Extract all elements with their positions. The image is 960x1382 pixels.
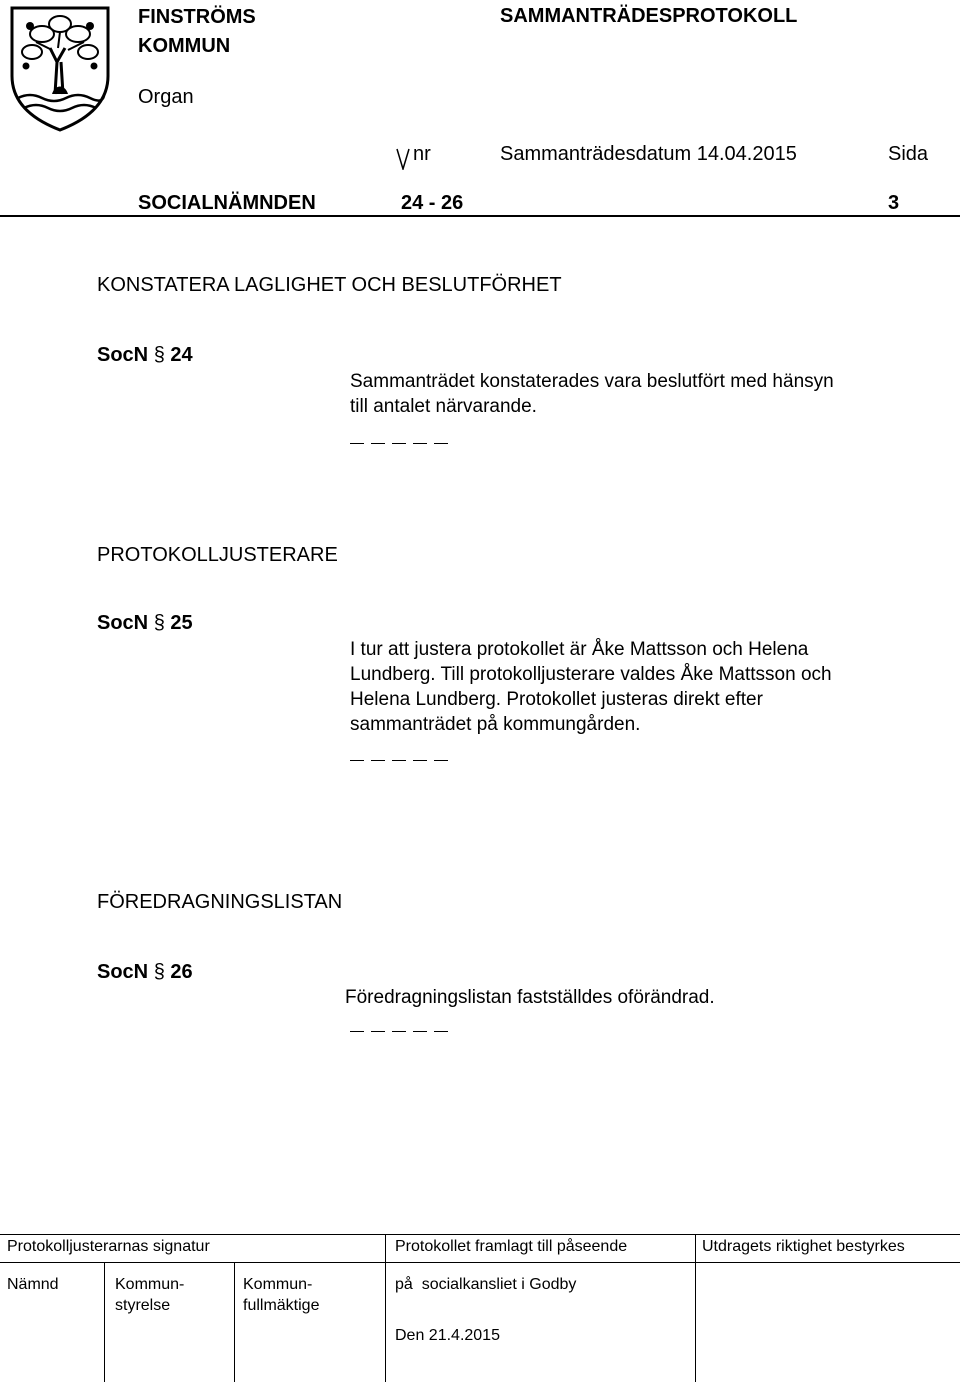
section-reference bbox=[97, 344, 193, 367]
extract-label: Utdragets riktighet bestyrkes bbox=[702, 1238, 905, 1255]
page-label: Sida bbox=[888, 143, 929, 165]
paragraph-symbol: § bbox=[153, 961, 165, 983]
body-line: Föredragningslistan fastställdes oförändrad. bbox=[345, 987, 715, 1008]
corner-tick-icon bbox=[396, 148, 410, 170]
signature-column-namnd: Nämnd bbox=[7, 1276, 59, 1293]
body-line: till antalet närvarande. bbox=[350, 396, 537, 417]
section-heading: KONSTATERA LAGLIGHET OCH BESLUTFÖRHET bbox=[97, 274, 562, 296]
paragraph-symbol: § bbox=[153, 612, 165, 634]
body-line: Helena Lundberg. Protokollet justeras direkt efter bbox=[350, 689, 763, 710]
reference-prefix: SocN bbox=[97, 612, 149, 634]
body-line: Lundberg. Till protokolljusterare valdes Åke Mattsson och bbox=[350, 664, 832, 685]
body-line: I tur att justera protokollet är Åke Mattsson och Helena bbox=[350, 639, 809, 660]
body-line: sammanträdet på kommungården. bbox=[350, 714, 641, 735]
section-body bbox=[350, 637, 832, 737]
nr-value: 24 - 26 bbox=[401, 192, 464, 214]
reference-number: 24 bbox=[170, 344, 193, 366]
signature-column-styrelse-line2: styrelse bbox=[115, 1297, 171, 1314]
body-line: Sammanträdet konstaterades vara beslutfört med hänsyn bbox=[350, 371, 834, 392]
page-value: 3 bbox=[888, 192, 900, 214]
paragraph-symbol: § bbox=[153, 344, 165, 366]
section-reference bbox=[97, 961, 193, 984]
meeting-date-label: Sammanträdesdatum 14.04.2015 bbox=[500, 143, 797, 165]
document-type: SAMMANTRÄDESPROTOKOLL bbox=[500, 5, 798, 27]
reference-prefix: SocN bbox=[97, 344, 149, 366]
posted-date: Den 21.4.2015 bbox=[395, 1327, 500, 1344]
section-heading: FÖREDRAGNINGSLISTAN bbox=[97, 891, 343, 913]
reference-prefix: SocN bbox=[97, 961, 149, 983]
organ-value: SOCIALNÄMNDEN bbox=[138, 192, 316, 214]
signature-column-fullmaktige-line2: fullmäktige bbox=[243, 1297, 320, 1314]
reference-number: 26 bbox=[170, 961, 193, 983]
section-reference bbox=[97, 612, 193, 635]
header-divider bbox=[0, 215, 960, 217]
section-heading: PROTOKOLLJUSTERARE bbox=[97, 544, 338, 566]
municipality-name-line2: KOMMUN bbox=[138, 35, 231, 57]
signature-column-styrelse: Kommun- bbox=[115, 1276, 185, 1293]
nr-label: nr bbox=[413, 143, 431, 165]
municipality-name: FINSTRÖMS bbox=[138, 6, 256, 28]
signature-label: Protokolljusterarnas signatur bbox=[7, 1238, 210, 1255]
signature-column-fullmaktige: Kommun- bbox=[243, 1276, 313, 1293]
posted-place: på socialkansliet i Godby bbox=[395, 1276, 577, 1293]
reference-number: 25 bbox=[170, 612, 193, 634]
posted-label: Protokollet framlagt till påseende bbox=[395, 1238, 628, 1255]
section-body bbox=[350, 369, 834, 419]
organ-label: Organ bbox=[138, 86, 194, 108]
coat-of-arms-logo bbox=[8, 4, 112, 132]
section-body bbox=[345, 985, 715, 1010]
